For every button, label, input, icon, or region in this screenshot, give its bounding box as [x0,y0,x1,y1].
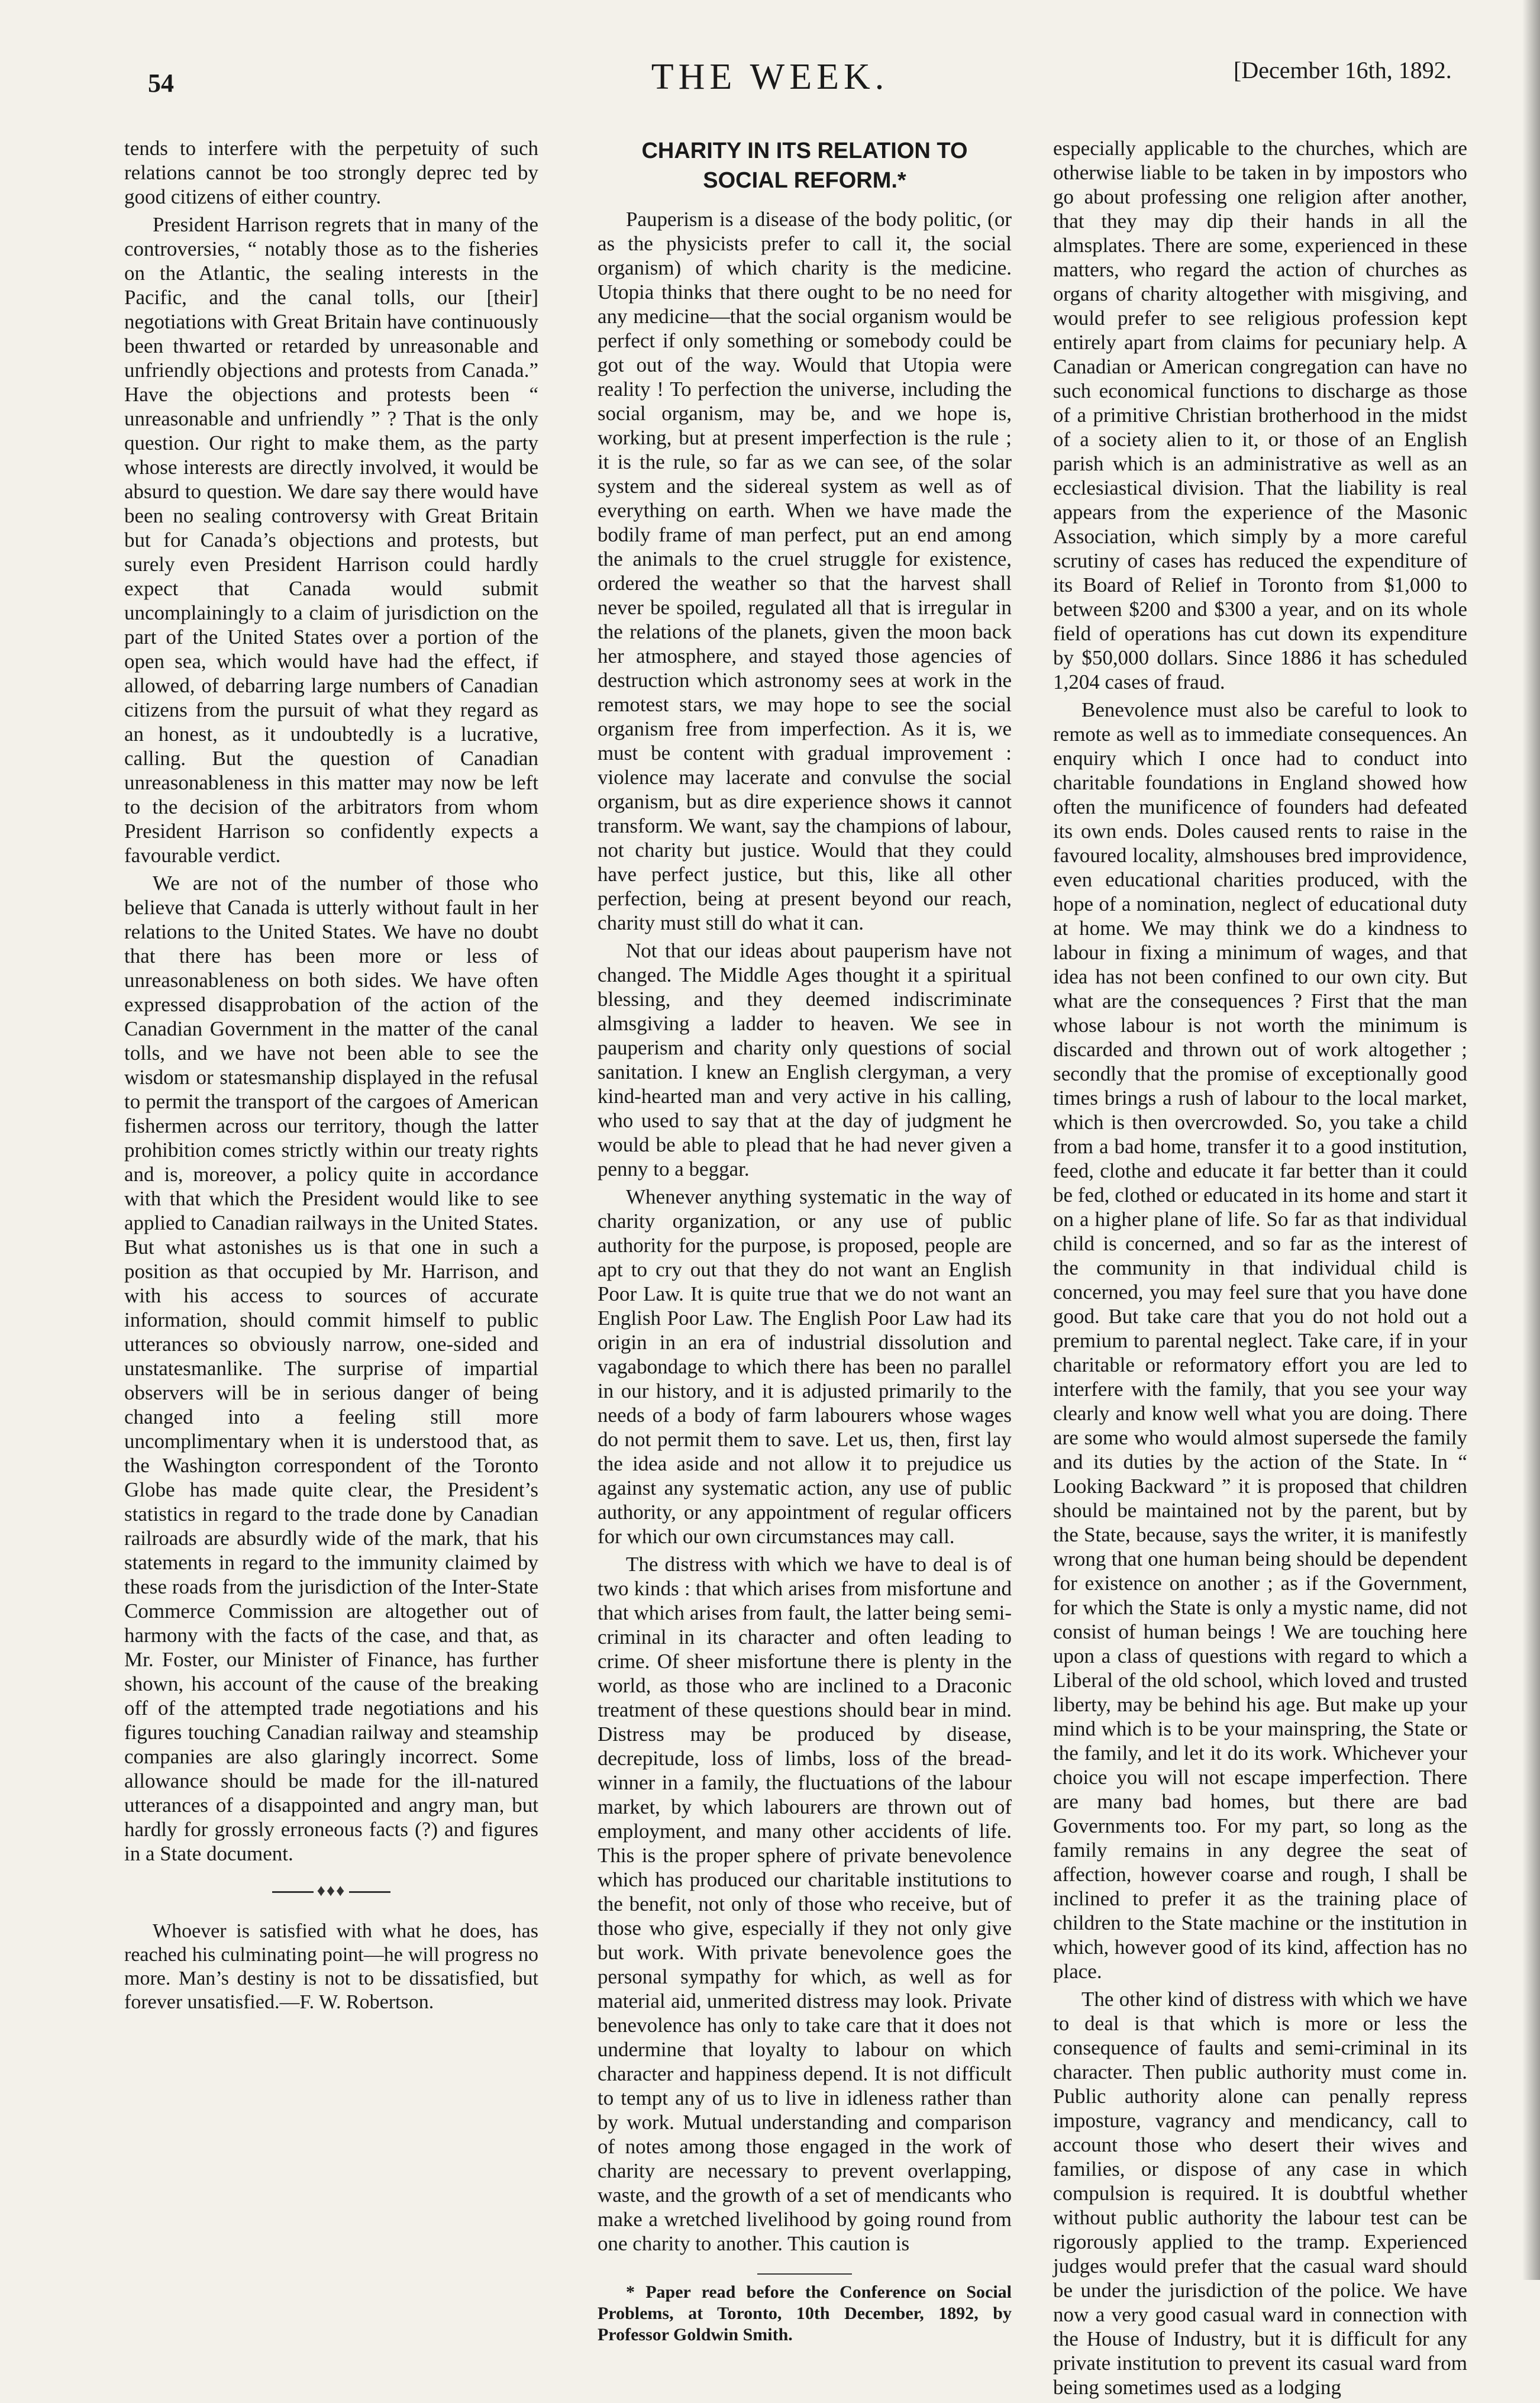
page-number: 54 [148,69,174,98]
paragraph: The other kind of distress with which we have to deal is that which is more or less the consequence of faults and semi-criminal in its character. Then public authority must come in. Public authority alone can penally repress imposture, vagrancy and mendicancy, call to account those who desert their wives and families, or dispose of any case in which compulsion is required. It is doubtful whether without public authority the labour test can be rigorously applied to the tramp. Experienced judges would prefer that the casual ward should be under the jurisdiction of the police. We have now a very good casual ward in connection with the House of Industry, but it is difficult for any private institution to prevent its casual ward from being sometimes used as a lodging [1053,1988,1467,2399]
footnote: * Paper read before the Conference on Social Problems, at Toronto, 10th December, 1892, by Professor Goldwin Smith. [598,2282,1012,2344]
article-title-line: CHARITY IN ITS RELATION TO [641,138,968,163]
footnote-rule [757,2273,852,2275]
paragraph: Benevolence must also be careful to look to remote as well as to immediate consequences. An enquiry which I once had to conduct into charitable foundations in England showed how often the munificence of founders had defeated its own ends. Doles caused rents to raise in the favoured locality, almshouses bred improvidence, even educational charities produced, with the hope of a nomination, neglect of educational duty at home. We may think we do a kindness to labour in fixing a minimum of wages, and that idea has not been confined to our own city. But what are the consequences ? First that the man whose labour is not worth the minimum is discarded and thrown out of work altogether ; secondly that the promise of exceptionally good times brings a rush of labour to the local market, which is then overcrowded. So, you take a child from a bad home, transfer it to a good institution, feed, clothe and educate it far better than it could be fed, clothed or educated in its home and start it on a higher plane of life. So far as that individual child is concerned, and so far as the interest of the community in that individual child is concerned, you may feel sure that you have done good. But take care that you do not hold out a premium to parental neglect. Take care, if in your charitable or reformatory effort you are led to interfere with the family, that you see your way clearly and know well what you are doing. There are some who would almost supersede the family and its duties by the action of the State. In “ Looking Backward ” it is proposed that children should be maintained not by the parent, but by the State, because, says the writer, it is manifestly wrong that one human being should be dependent for existence on another ; as if the Government, for which the State is only a mystic name, did not consist of human beings ! We are touching here upon a class of questions with regard to which a Liberal of the old school, which loved and trusted liberty, may be behind his age. But make up your mind which is to be your mainspring, the State or the family, and let it do its work. Whichever your choice you will not escape imperfection. There are many bad homes, but there are bad Governments too. For my part, so long as the family remains in any degree the seat of affection, however coarse and rough, I shall be inclined to prefer it as the training place of children to the State machine or the institution in which, however good of its kind, affection has no place. [1053,698,1467,1983]
paragraph: Not that our ideas about pauperism have not changed. The Middle Ages thought it a spiritual blessing, and they deemed indiscriminate almsgiving a ladder to heaven. We see in pauperism and charity only questions of social sanitation. I knew an English clergyman, a very kind-hearted man and very active in his calling, who used to say that at the day of judgment he would be able to plead that he had never given a penny to a beggar. [598,939,1012,1180]
paragraph: Whenever anything systematic in the way of charity organization, or any use of public authority for the purpose, is proposed, people are apt to cry out that they do not want an English Poor Law. It is quite true that we do not want an English Poor Law. The English Poor Law had its origin in an era of industrial dissolution and vagabondage to which there has been no parallel in our history, and it is adjusted primarily to the needs of a body of farm labourers whose wages do not permit them to save. Let us, then, first lay the idea aside and not allow it to prejudice us against any systematic action, any use of public authority, or any appointment of regular officers for which our own circumstances may call. [598,1185,1012,1548]
paragraph: Pauperism is a disease of the body politic, (or as the physicists prefer to call it, the social organism) of which charity is the medicine. Utopia thinks that there ought to be no need for any medicine—that the social organism would be perfect if only something or somebody could be got out of the way. Would that Utopia were reality ! To perfection the universe, including the social organism, may be, and we hope is, working, but at present imperfection is the rule ; it is the rule, so far as we can see, of the solar system and the sidereal system as well as of everything on earth. When we have made the bodily frame of man perfect, put an end among the animals to the cruel struggle for existence, ordered the weather so that the harvest shall never be spoiled, regulated all that is irregular in the relations of the planets, given the moon back her atmosphere, and stayed those agencies of destruction which astronomy sees at work in the remotest stars, we may hope to see the social organism free from imperfection. As it is, we must be content with gradual improvement : violence may lacerate and convulse the social organism, but as dire experience shows it cannot transform. We want, say the champions of labour, not charity but justice. Would that they could have perfect justice, but this, like all other perfection, being at present beyond our reach, charity must still do what it can. [598,208,1012,934]
issue-date: [December 16th, 1892. [1234,57,1452,83]
page-edge-shadow [1522,0,1540,2280]
column-right [1053,136,1467,2403]
column-middle [598,136,1012,2349]
section-divider-ornament: ♦♦♦ [124,1879,538,1903]
closing-quote: Whoever is satisfied with what he does, has reached his culminating point—he will progress no more. Man’s destiny is not to be dissatisfied, but forever unsatisfied.—F. W. Robertson. [124,1920,538,2013]
article-title [598,136,1012,195]
paragraph: We are not of the number of those who believe that Canada is utterly without fault in her relations to the United States. We have no doubt that there has been more or less of unreasonableness on both sides. We have often expressed disapprobation of the action of the Canadian Government in the matter of the canal tolls, and we have not been able to see the wisdom or statesmanship displayed in the refusal to permit the transport of the cargoes of American fishermen across our territory, though the latter prohibition comes strictly within our treaty rights and is, moreover, a policy quite in accordance with that which the President would like to see applied to Canadian railways in the United States. But what astonishes us is that one in such a position as that occupied by Mr. Harrison, and with his access to sources of accurate information, should commit himself to public utterances so obviously narrow, one-sided and unstatesmanlike. The surprise of impartial observers will be in serious danger of being changed into a feeling still more uncomplimentary when it is understood that, as the Washington correspondent of the Toronto Globe has made quite clear, the President’s statistics in regard to the trade done by Canadian railroads are absurdly wide of the mark, that his statements in regard to the immunity claimed by these roads from the jurisdiction of the Inter-State Commerce Commission are altogether out of harmony with the facts of the case, and that, as Mr. Foster, our Minister of Finance, has further shown, his account of the cause of the breaking off of the attempted trade negotiations and his figures touching Canadian railway and steamship companies are also glaringly incorrect. Some allowance should be made for the ill-natured utterances of a disappointed and angry man, but hardly for grossly erroneous facts (?) and figures in a State document. [124,872,538,1865]
paragraph: President Harrison regrets that in many of the controversies, “ notably those as to the fisheries on the Atlantic, the sealing interests in the Pacific, and the canal tolls, our [their] negotiations with Great Britain have continuously been thwarted or retarded by unreasonable and unfriendly objections and protests from Canada.” Have the objections and protests been “ unreasonable and unfriendly ” ? That is the only question. Our right to make them, as the party whose interests are directly involved, it would be absurd to question. We dare say there would have been no sealing controversy with Great Britain but for Canada’s objections and protests, but surely even President Harrison could hardly expect that Canada would submit uncomplainingly to a claim of jurisdiction on the part of the United States over a portion of the open sea, which would have had the effect, if allowed, of debarring large numbers of Canadian citizens from the pursuit of what they regard as an honest, as it undoubtedly is a lucrative, calling. But the question of Canadian unreasonableness in this matter may now be left to the decision of the arbitrators from whom President Harrison so confidently expects a favourable verdict. [124,213,538,867]
article-title-line: SOCIAL REFORM.* [703,168,906,193]
masthead: THE WEEK. [651,57,889,97]
paragraph: tends to interfere with the perpetuity of such relations cannot be too strongly deprec ted by good citizens of either country. [124,137,538,208]
paragraph: The distress with which we have to deal is of two kinds : that which arises from misfortune and that which arises from fault, the latter being semi-criminal in its character and often leading to crime. Of sheer misfortune there is plenty in the world, as those who are inclined to a Draconic treatment of these questions should bear in mind. Distress may be produced by disease, decrepitude, loss of limbs, loss of the bread-winner in a family, the fluctuations of the labour market, by which labourers are thrown out of employment, and many other accidents of life. This is the proper sphere of private benevolence which has produced our charitable institutions to the benefit, not only of those who receive, but of those who give, especially if they not only give but work. With private benevolence goes the personal sympathy for which, as well as for material aid, unmerited distress may look. Private benevolence has only to take care that it does not undermine that loyalty to labour on which character and happiness depend. It is not difficult to tempt any of us to live in idleness rather than by work. Mutual understanding and comparison of notes among those engaged in the work of charity are necessary to prevent overlapping, waste, and the growth of a set of mendicants who make a wretched livelihood by going round from one charity to another. This caution is [598,1553,1012,2255]
paragraph: especially applicable to the churches, which are otherwise liable to be taken in by impostors who go about professing one religion after another, that they may dip their hands in all the almsplates. There are some, experienced in these matters, who regard the action of churches as organs of charity altogether with misgiving, and would prefer to see religious profession kept entirely apart from claims for pecuniary help. A Canadian or American congregation can have no such economical functions to discharge as those of a primitive Christian brotherhood in the midst of a society alien to it, or those of an English parish which is an administrative as well as an ecclesiastical division. That the liability is real appears from the experience of the Masonic Association, which simply by a more careful scrutiny of cases has reduced the expenditure of its Board of Relief in Toronto from $1,000 to between $200 and $300 a year, and on its whole field of operations has cut down its expenditure by $50,000 dollars. Since 1886 it has scheduled 1,204 cases of fraud. [1053,137,1467,694]
column-left [124,136,538,2018]
